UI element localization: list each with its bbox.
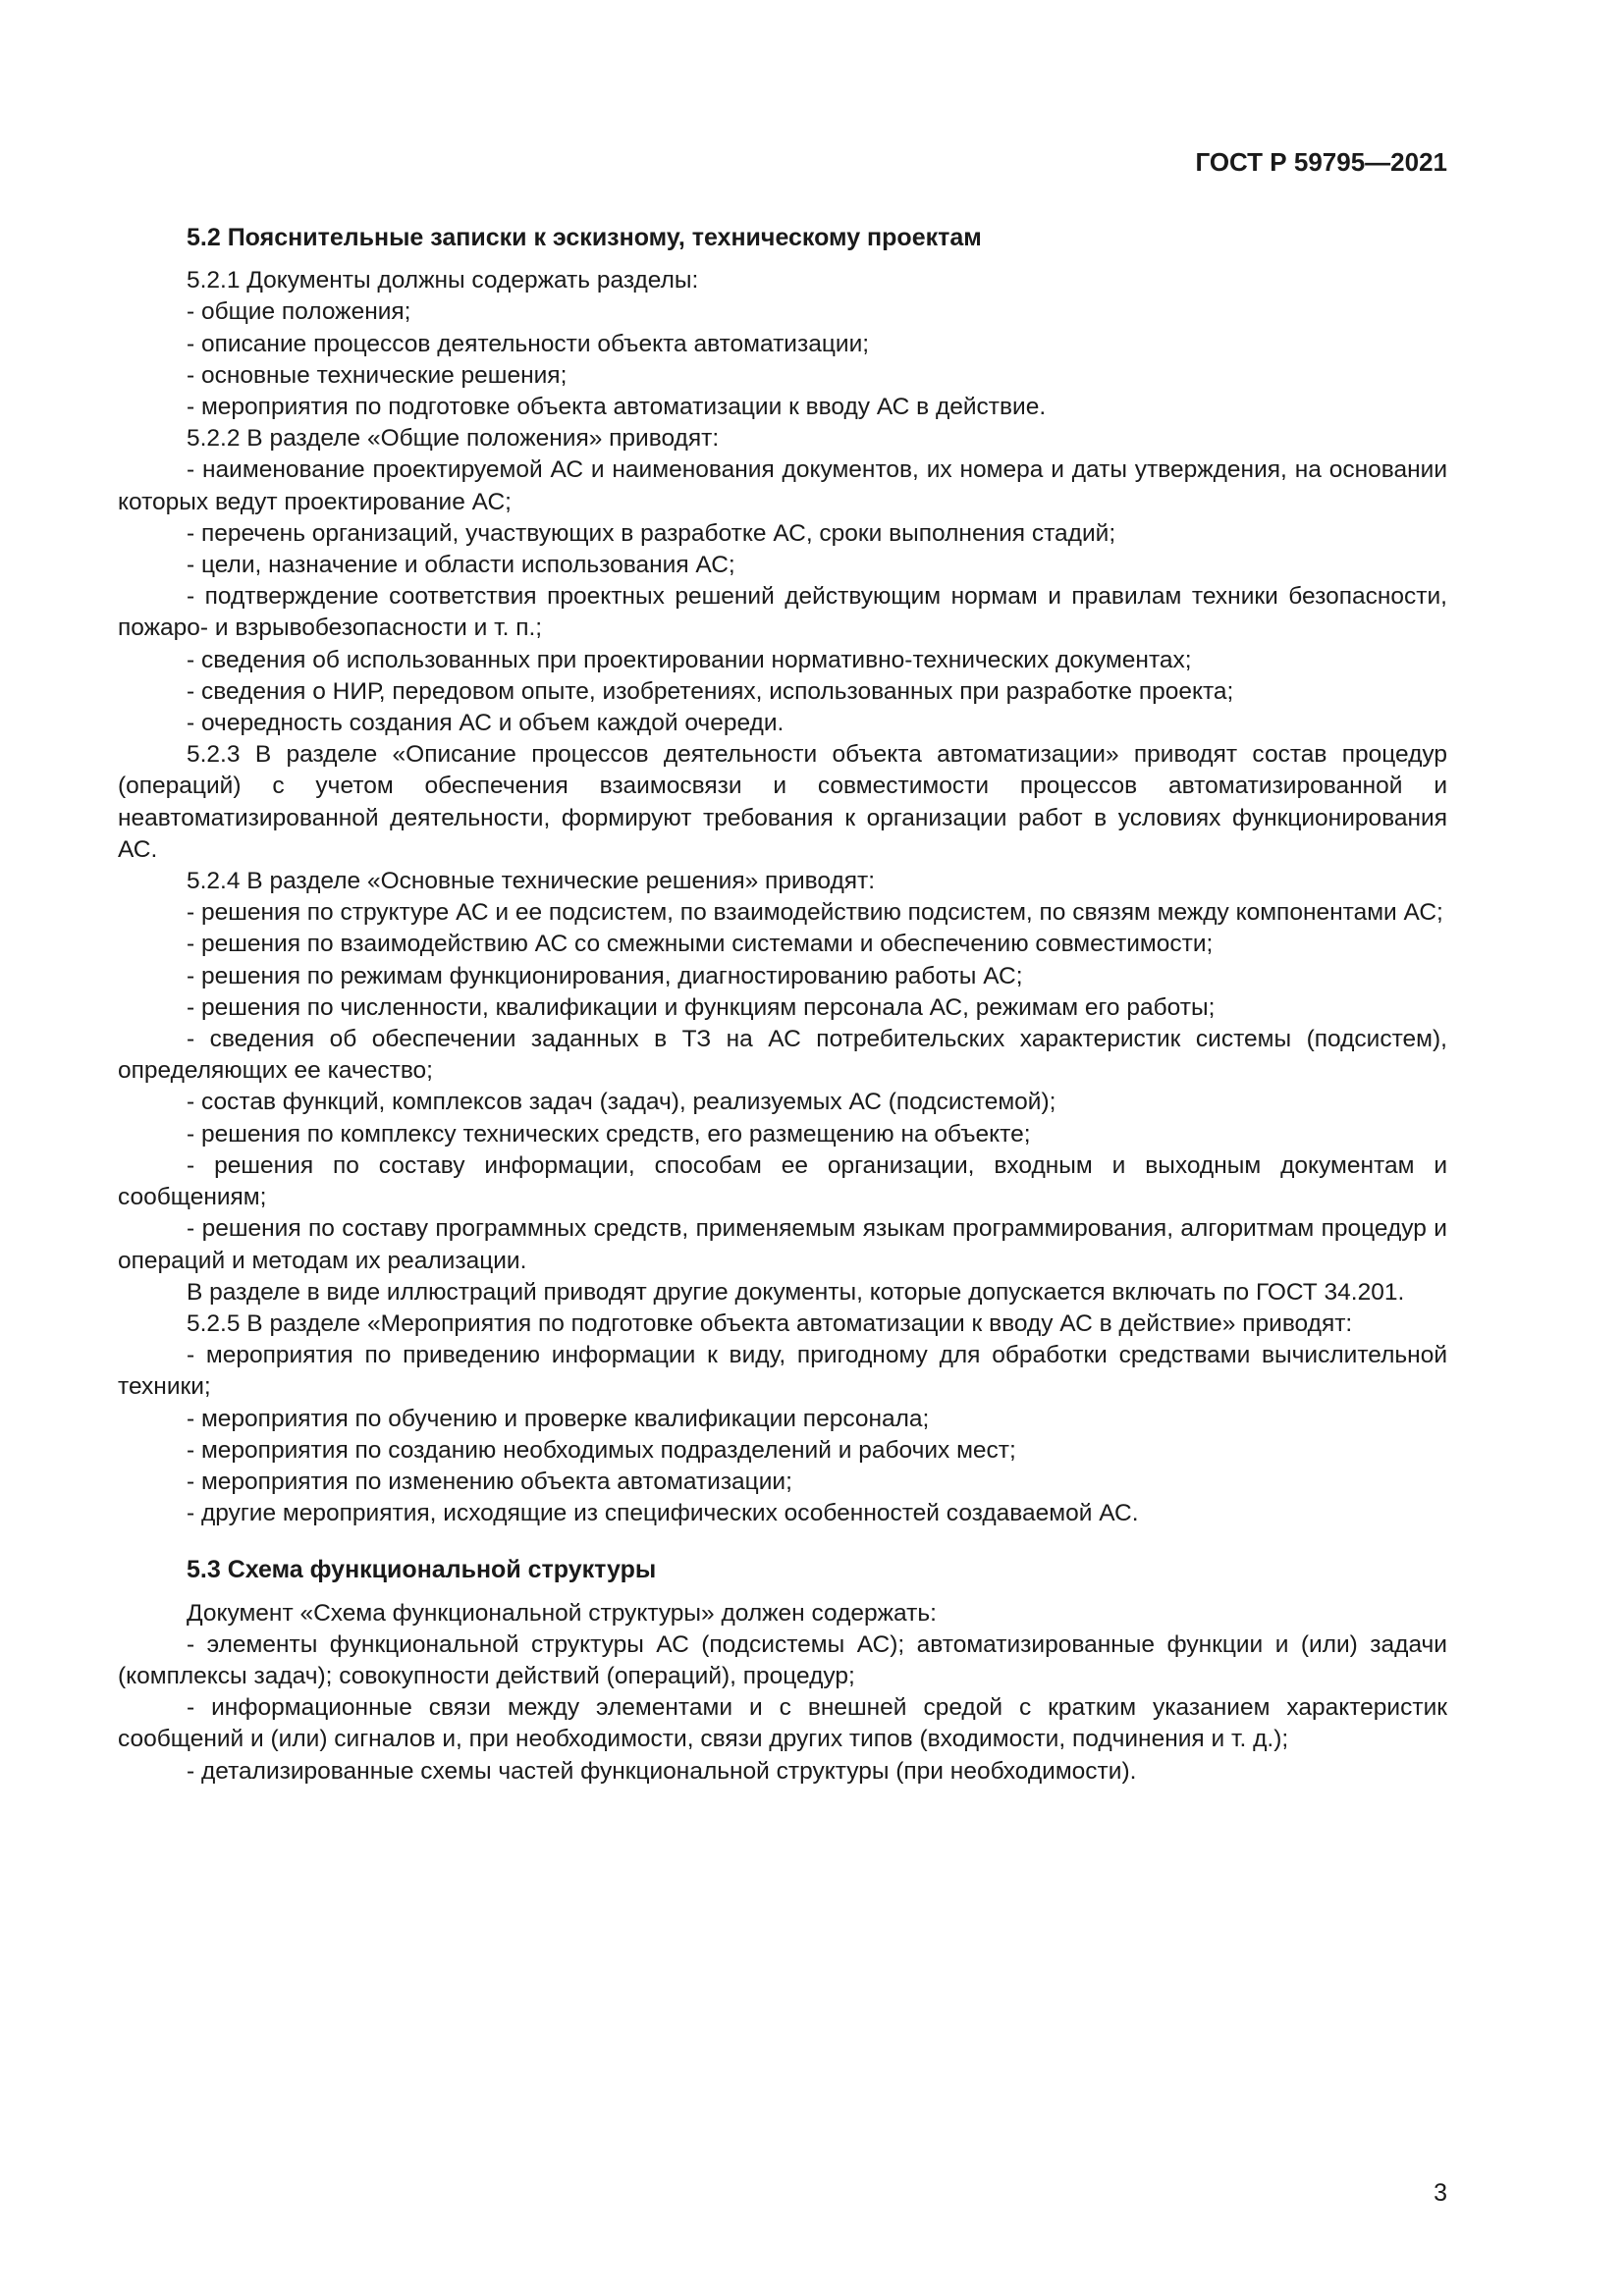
list-item: - сведения об использованных при проектировании нормативно-технических документах; [187,646,1192,673]
list-item: - сведения об обеспечении заданных в ТЗ на АС потребительских характеристик системы (подсистем), определяющих ее качество; [118,1026,1447,1085]
document-body [118,222,1447,1788]
list-item: - решения по составу информации, способам ее организации, входным и выходным документам и сообщениям; [118,1151,1447,1211]
list-item: - очередность создания АС и объем каждой очереди. [187,710,785,737]
list-item: - описание процессов деятельности объекта автоматизации; [187,330,870,357]
list-item: - решения по режимам функционирования, диагностированию работы АС; [187,962,1023,989]
document-code: ГОСТ Р 59795—2021 [1195,147,1447,177]
list-item: - цели, назначение и области использования АС; [187,552,735,579]
section-heading-5-2: 5.2 Пояснительные записки к эскизному, техническому проектам [187,224,982,251]
list-item: - другие мероприятия, исходящие из специфических особенностей создаваемой АС. [187,1500,1139,1527]
list-item: - элементы функциональной структуры АС (подсистемы АС); автоматизированные функции и (или) задачи (комплексы задач); совокупности действий (операций), процедур; [118,1630,1447,1689]
section-heading-5-3: 5.3 Схема функциональной структуры [187,1556,657,1584]
list-item: - наименование проектируемой АС и наименования документов, их номера и даты утверждения, на основании которых ведут проектирование АС; [118,456,1447,515]
paragraph-5-2-1: 5.2.1 Документы должны содержать разделы: [187,267,699,294]
page-number: 3 [1434,2179,1447,2207]
list-item: - основные технические решения; [187,361,568,389]
paragraph-5-3-intro: Документ «Схема функциональной структуры» должен содержать: [187,1599,937,1627]
list-item: - решения по взаимодействию АС со смежными системами и обеспечению совместимости; [187,931,1214,958]
paragraph-5-2-5: 5.2.5 В разделе «Мероприятия по подготовке объекта автоматизации к вводу АС в действие» приводят: [187,1309,1353,1337]
list-item: - детализированные схемы частей функциональной структуры (при необходимости). [187,1757,1137,1785]
list-item: - мероприятия по изменению объекта автоматизации; [187,1468,792,1495]
list-item: - мероприятия по подготовке объекта автоматизации к вводу АС в действие. [187,394,1047,421]
list-item: - мероприятия по обучению и проверке квалификации персонала; [187,1405,930,1432]
list-item: - состав функций, комплексов задач (задач), реализуемых АС (подсистемой); [187,1089,1056,1116]
list-item: - решения по составу программных средств, применяемым языкам программирования, алгоритмам процедур и операций и методам их реализации. [118,1215,1447,1274]
paragraph-5-2-2: 5.2.2 В разделе «Общие положения» приводят: [187,425,720,453]
paragraph-5-2-4: 5.2.4 В разделе «Основные технические решения» приводят: [187,868,876,895]
list-item: - сведения о НИР, передовом опыте, изобретениях, использованных при разработке проекта; [187,677,1234,705]
paragraph-illustrations: В разделе в виде иллюстраций приводят другие документы, которые допускается включать по ГОСТ 34.201. [187,1278,1405,1306]
list-item: - решения по структуре АС и ее подсистем, по взаимодействию подсистем, по связям между компонентами АС; [187,899,1443,927]
list-item: - подтверждение соответствия проектных решений действующим нормам и правилам техники безопасности, пожаро- и взрывобезопасности и т. п.; [118,583,1447,642]
list-item: - мероприятия по созданию необходимых подразделений и рабочих мест; [187,1436,1016,1464]
list-item: - перечень организаций, участвующих в разработке АС, сроки выполнения стадий; [187,519,1116,547]
list-item: - общие положения; [187,298,411,326]
list-item: - мероприятия по приведению информации к виду, пригодному для обработки средствами вычислительной техники; [118,1342,1447,1401]
list-item: - информационные связи между элементами и с внешней средой с кратким указанием характеристик сообщений и (или) сигналов и, при необходимости, связи других типов (входимости, подчинения и т. д.); [118,1694,1447,1753]
list-item: - решения по численности, квалификации и функциям персонала АС, режимам его работы; [187,993,1216,1021]
paragraph-5-2-3: 5.2.3 В разделе «Описание процессов деятельности объекта автоматизации» приводят состав процедур (операций) с учетом обеспечения взаимосвязи и совместимости процессов автоматизированной и неавтоматизированной деятельности, формируют требования к организации работ в условиях функционирования АС. [118,741,1447,863]
list-item: - решения по комплексу технических средств, его размещению на объекте; [187,1120,1031,1148]
